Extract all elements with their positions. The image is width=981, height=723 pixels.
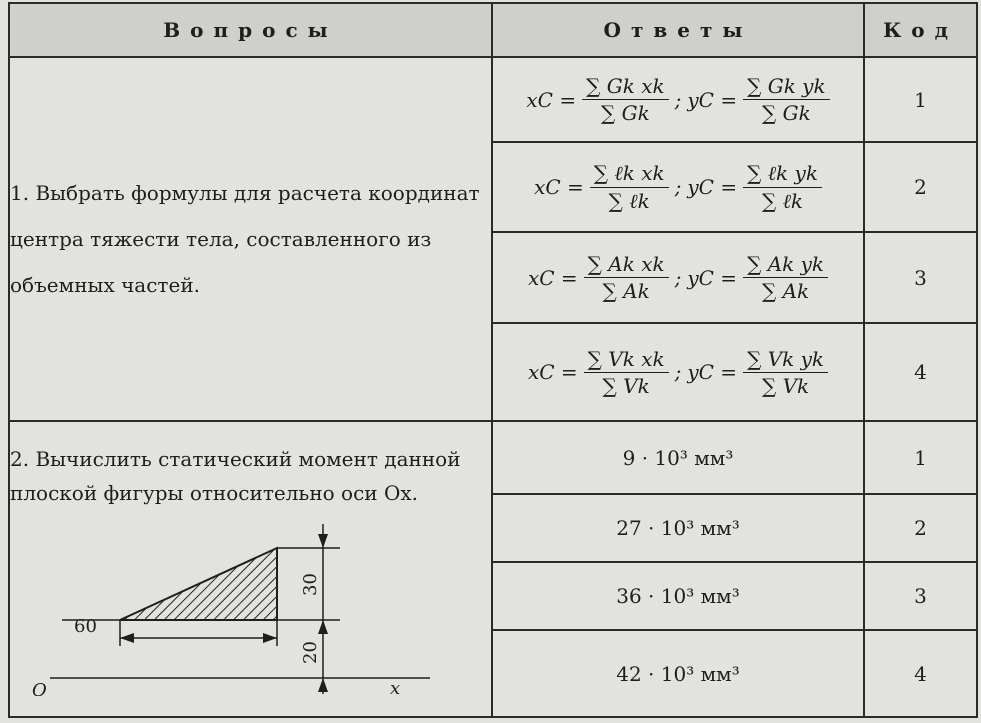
formula <box>528 347 828 398</box>
fraction-y <box>743 74 830 125</box>
answer-q1-4[interactable] <box>492 323 864 422</box>
fraction-y <box>743 252 828 303</box>
formula-lhs-y: yC = <box>687 360 738 385</box>
arrow-base-up <box>318 620 328 634</box>
header-code: Код <box>864 3 977 57</box>
numerator: ∑ Gk yk <box>743 74 830 100</box>
numerator: ∑ ℓk yk <box>743 161 822 188</box>
dim-offset-label: 20 <box>300 641 321 665</box>
question-1-text: 1. Выбрать формулы для расчета координат центра тяжести тела, составленного из объемных частей. <box>10 181 480 298</box>
formula-separator: ; <box>674 360 682 385</box>
answer-q1-1[interactable] <box>492 57 864 141</box>
hatched-triangle <box>120 548 277 620</box>
denominator: ∑ Ak <box>602 279 650 304</box>
answer-q1-3[interactable] <box>492 232 864 323</box>
code-q2-1: 1 <box>864 421 977 493</box>
code-q1-1: 1 <box>864 57 977 141</box>
q1-row-1 <box>9 57 977 141</box>
denominator: ∑ ℓk <box>608 188 650 213</box>
formula-separator: ; <box>674 175 682 200</box>
figure-drawing <box>10 516 450 696</box>
formula-lhs-y: yC = <box>687 175 738 200</box>
code-q2-4: 4 <box>864 630 977 717</box>
denominator: ∑ Vk <box>602 373 650 398</box>
fraction-x <box>584 347 669 398</box>
code-q2-2: 2 <box>864 494 977 562</box>
code-q1-3: 3 <box>864 232 977 323</box>
question-1 <box>9 57 492 421</box>
arrow-right <box>263 633 277 643</box>
answer-q2-3[interactable]: 36 · 10³ мм³ <box>492 562 864 630</box>
formula-lhs-y: yC = <box>687 87 738 112</box>
denominator: ∑ Ak <box>761 279 810 304</box>
numerator: ∑ Ak yk <box>743 252 828 278</box>
fraction-x <box>584 252 669 303</box>
question-2-text: 2. Вычислить статический момент данной плоской фигуры относительно оси Ox. <box>10 447 461 506</box>
question-2 <box>9 421 492 717</box>
dim-width-label: 60 <box>74 616 97 638</box>
question-table <box>8 2 978 718</box>
answer-q2-4[interactable]: 42 · 10³ мм³ <box>492 630 864 717</box>
arrow-axis-up <box>318 678 328 692</box>
fraction-y <box>743 347 828 398</box>
code-q1-4: 4 <box>864 323 977 422</box>
formula-lhs-x: xC = <box>526 87 577 112</box>
formula-separator: ; <box>674 87 682 112</box>
numerator: ∑ Vk xk <box>584 347 669 373</box>
arrow-left <box>120 633 134 643</box>
formula <box>528 252 828 303</box>
fraction-x <box>590 161 669 214</box>
formula-lhs-x: xC = <box>527 360 578 385</box>
formula-lhs-x: xC = <box>534 175 584 200</box>
numerator: ∑ Gk xk <box>582 74 669 100</box>
header-row <box>9 3 977 57</box>
formula-lhs-x: xC = <box>527 265 578 290</box>
code-q2-3: 3 <box>864 562 977 630</box>
formula-separator: ; <box>674 265 682 290</box>
answer-q2-1[interactable]: 9 · 10³ мм³ <box>492 421 864 493</box>
denominator: ∑ Gk <box>761 101 811 126</box>
arrow-top-down <box>318 534 328 548</box>
formula-lhs-y: yC = <box>687 265 738 290</box>
origin-label: O <box>32 680 47 697</box>
axis-x-label: x <box>390 678 401 697</box>
fraction-y <box>743 161 822 214</box>
dim-height-label: 30 <box>300 573 321 597</box>
numerator: ∑ ℓk xk <box>590 161 669 188</box>
formula <box>526 74 829 125</box>
denominator: ∑ Vk <box>761 373 810 398</box>
denominator: ∑ ℓk <box>761 188 804 213</box>
answer-q2-2[interactable]: 27 · 10³ мм³ <box>492 494 864 562</box>
numerator: ∑ Vk yk <box>743 347 828 373</box>
code-q1-2: 2 <box>864 142 977 233</box>
header-answers: Ответы <box>492 3 864 57</box>
q2-row-1 <box>9 421 977 493</box>
numerator: ∑ Ak xk <box>584 252 669 278</box>
header-questions: Вопросы <box>9 3 492 57</box>
triangle-figure <box>10 516 450 696</box>
formula <box>534 161 822 214</box>
denominator: ∑ Gk <box>600 101 650 126</box>
answer-q1-2[interactable] <box>492 142 864 233</box>
fraction-x <box>582 74 669 125</box>
